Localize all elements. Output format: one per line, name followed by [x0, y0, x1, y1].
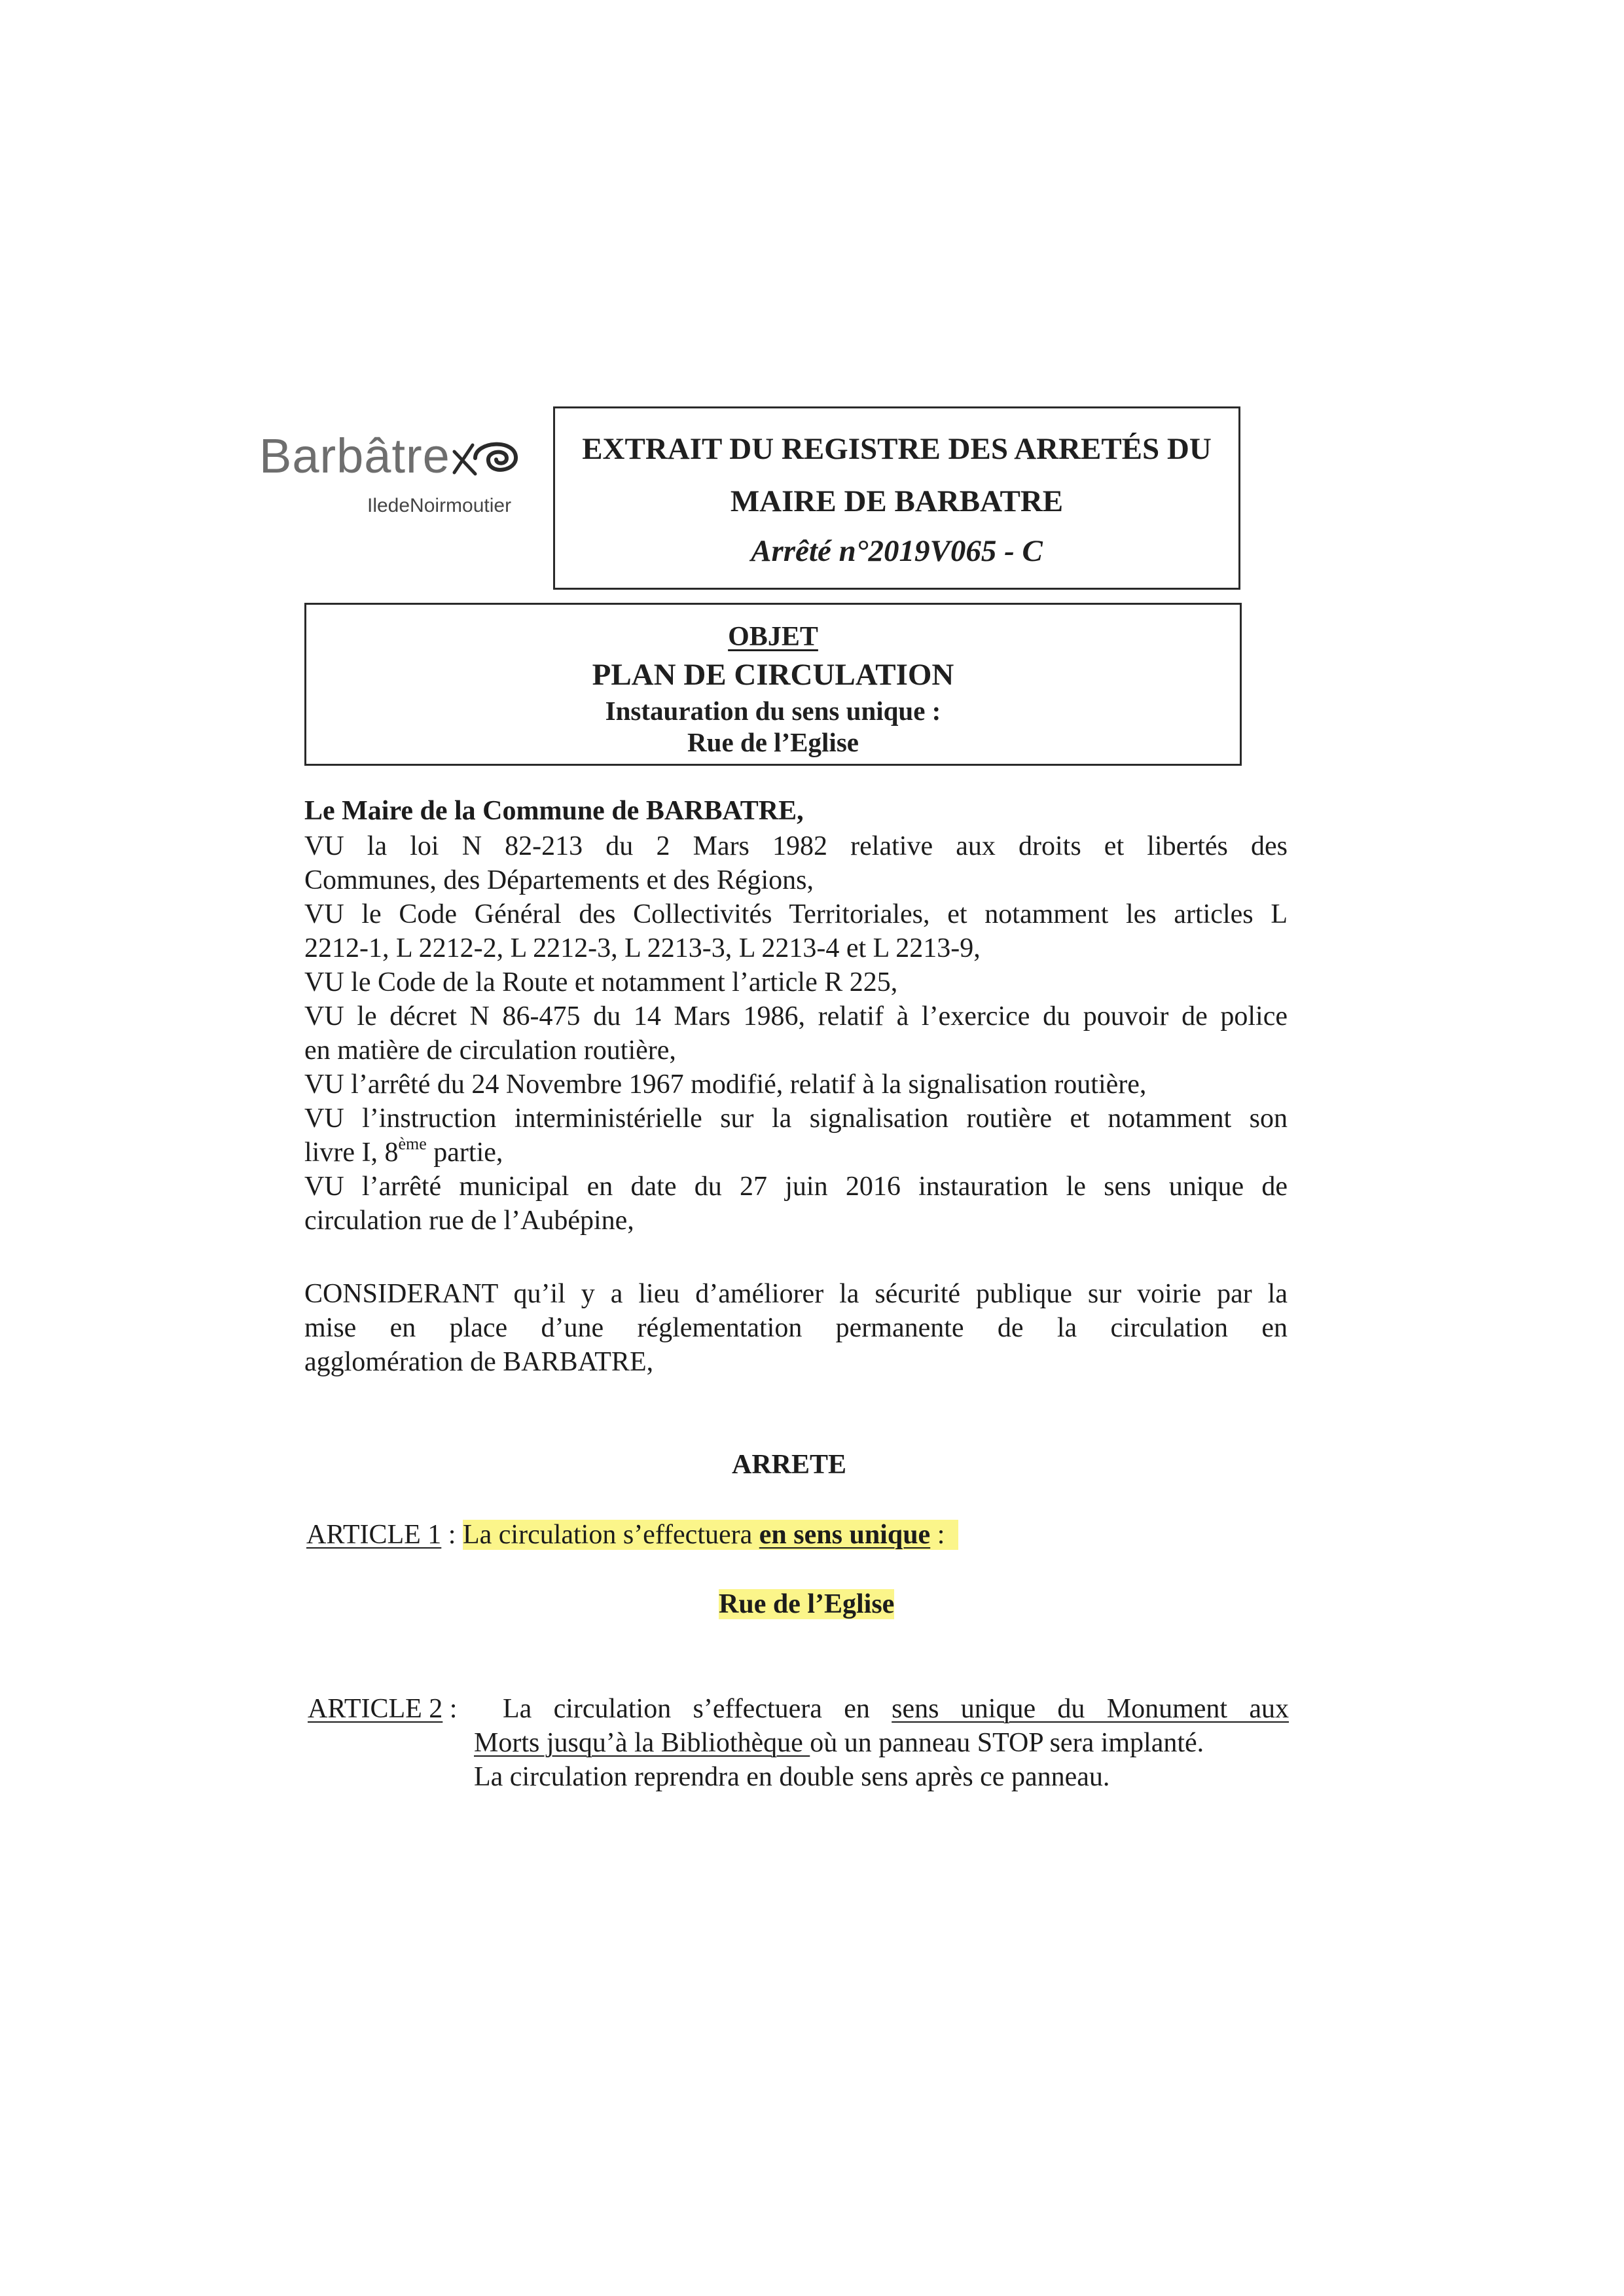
header-line-2: MAIRE DE BARBATRE [730, 484, 1064, 518]
vu-arrete-1967: VU l’arrêté du 24 Novembre 1967 modifié, relatif à la signalisation routière, [304, 1069, 1147, 1100]
vu-code-line-1: VU le Code Général des Collectivités Territoriales, et notamment les articles L [304, 899, 1288, 929]
object-box [304, 603, 1242, 766]
intro-line: Le Maire de la Commune de BARBATRE, [304, 796, 804, 826]
article-1-label: ARTICLE 1 [306, 1520, 442, 1550]
vu-decret-line-1: VU le décret N 86-475 du 14 Mars 1986, relatif à l’exercice du pouvoir de police [304, 1001, 1288, 1031]
vu-instruction-line-1: VU l’instruction interministérielle sur la signalisation routière et notamment son [304, 1103, 1288, 1134]
object-label: OBJET [728, 622, 818, 652]
spiral-logo-icon [449, 432, 524, 484]
logo-wordmark: Barbâtre [259, 429, 450, 483]
object-subtitle: Instauration du sens unique : [605, 696, 941, 726]
article-2-line-1: La circulation s’effectuera en sens unique du Monument aux [503, 1694, 1290, 1724]
vu-decret-line-2: en matière de circulation routière, [304, 1035, 676, 1066]
logo-subtitle: IledeNoirmoutier [367, 495, 512, 516]
article-1: ARTICLE 1 : La circulation s’effectuera en sens unique : [306, 1518, 958, 1551]
object-title: PLAN DE CIRCULATION [592, 658, 954, 692]
arrete-number: Arrêté n°2019V065 - C [751, 534, 1043, 568]
vu-loi-line-1: VU la loi N 82-213 du 2 Mars 1982 relative aux droits et libertés des [304, 831, 1288, 861]
barbatre-logo [259, 427, 534, 551]
article-2-line-2: Morts jusqu’à la Bibliothèque où un panneau STOP sera implanté. [474, 1728, 1204, 1758]
header-line-1: EXTRAIT DU REGISTRE DES ARRETÉS DU [582, 432, 1212, 466]
vu-arrete-municipal-line-2: circulation rue de l’Aubépine, [304, 1206, 634, 1236]
vu-code-route: VU le Code de la Route et notamment l’article R 225, [304, 967, 898, 997]
considerant-line-2: mise en place d’une réglementation permanente de la circulation en [304, 1313, 1288, 1343]
vu-code-line-2: 2212-1, L 2212-2, L 2212-3, L 2213-3, L 2213-4 et L 2213-9, [304, 933, 981, 963]
arrete-heading: ARRETE [732, 1450, 847, 1480]
article-2-label: ARTICLE 2 [308, 1694, 443, 1724]
article-1-street: Rue de l’Eglise [719, 1589, 895, 1619]
vu-arrete-municipal-line-1: VU l’arrêté municipal en date du 27 juin 2016 instauration le sens unique de [304, 1172, 1288, 1202]
object-street: Rue de l’Eglise [687, 727, 859, 757]
superscript: ème [398, 1134, 427, 1153]
considerant-line-1: CONSIDERANT qu’il y a lieu d’améliorer la sécurité publique sur voirie par la [304, 1279, 1288, 1309]
article-2-label-line: ARTICLE 2 : [308, 1694, 458, 1724]
considerant-line-3: agglomération de BARBATRE, [304, 1347, 654, 1377]
article-2-line-3: La circulation reprendra en double sens après ce panneau. [474, 1762, 1110, 1792]
vu-loi-line-2: Communes, des Départements et des Régions, [304, 865, 814, 895]
vu-instruction-line-2: livre I, 8ème partie, [304, 1134, 503, 1168]
register-header-box [553, 406, 1240, 590]
article-1-text: La circulation s’effectuera en sens unique : [463, 1520, 958, 1550]
